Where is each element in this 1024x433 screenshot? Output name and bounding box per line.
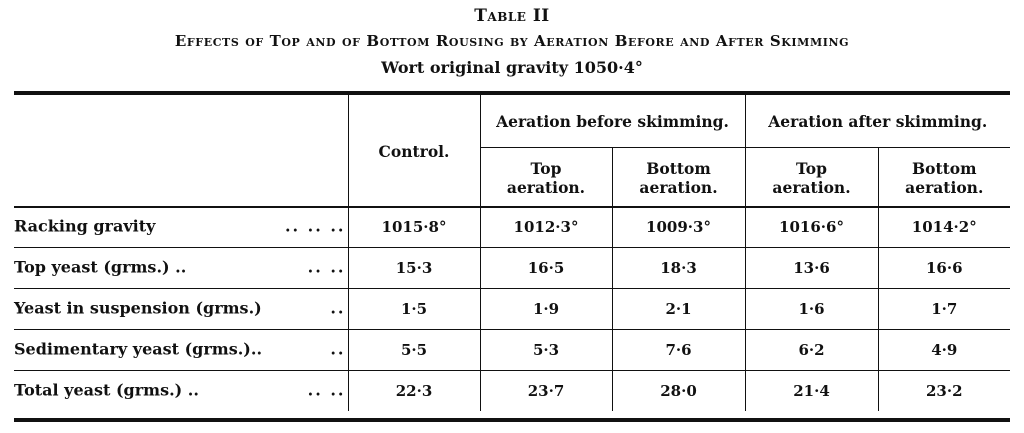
table-row [14,330,1010,371]
col-header-control: Control. [348,95,480,207]
table-row [14,207,1010,248]
cell-before-top: 16·5 [480,248,612,289]
cell-before-top: 1·9 [480,289,612,330]
row-label: Total yeast (grms.) .. .. .. [14,371,348,412]
table-head [14,95,1010,207]
col-group-after: Aeration after skimming. [745,95,1010,148]
cell-control: 15·3 [348,248,480,289]
table-title: Table II [474,6,550,26]
stub-header [14,95,348,207]
col-header-after-bottom: Bottom aeration. [878,148,1010,208]
row-label: Yeast in suspension (grms.) .. [14,289,348,330]
cell-after-top: 21·4 [745,371,878,412]
cell-before-bottom: 1009·3° [612,207,745,248]
cell-control: 5·5 [348,330,480,371]
col-header-before-bottom: Bottom aeration. [612,148,745,208]
cell-after-bottom: 4·9 [878,330,1010,371]
cell-control: 1·5 [348,289,480,330]
table-row [14,289,1010,330]
cell-before-bottom: 18·3 [612,248,745,289]
table-body [14,207,1010,411]
row-label: Top yeast (grms.) .. .. .. [14,248,348,289]
cell-after-bottom: 1014·2° [878,207,1010,248]
col-header-after-top: Top aeration. [745,148,878,208]
cell-after-bottom: 1·7 [878,289,1010,330]
cell-after-top: 1016·6° [745,207,878,248]
table-row [14,371,1010,412]
bottom-rule [14,418,1010,422]
cell-after-top: 1·6 [745,289,878,330]
row-label: Sedimentary yeast (grms.).. .. [14,330,348,371]
cell-before-top: 1012·3° [480,207,612,248]
header-rule [14,206,1010,208]
cell-after-top: 13·6 [745,248,878,289]
cell-after-bottom: 23·2 [878,371,1010,412]
cell-before-top: 5·3 [480,330,612,371]
row-label: Racking gravity .. .. .. [14,216,346,236]
cell-control: 22·3 [348,371,480,412]
table-subtitle: Effects of Top and of Bottom Rousing by Aeration Before and After Skimming [174,32,850,50]
cell-after-top: 6·2 [745,330,878,371]
cell-before-top: 23·7 [480,371,612,412]
cell-control: 1015·8° [348,207,480,248]
cell-after-bottom: 16·6 [878,248,1010,289]
cell-before-bottom: 28·0 [612,371,745,412]
cell-before-bottom: 7·6 [612,330,745,371]
table-note: Wort original gravity 1050·4° [381,58,643,77]
col-header-before-top: Top aeration. [480,148,612,208]
cell-before-bottom: 2·1 [612,289,745,330]
table-row [14,248,1010,289]
col-group-before: Aeration before skimming. [480,95,745,148]
data-table [14,95,1010,411]
